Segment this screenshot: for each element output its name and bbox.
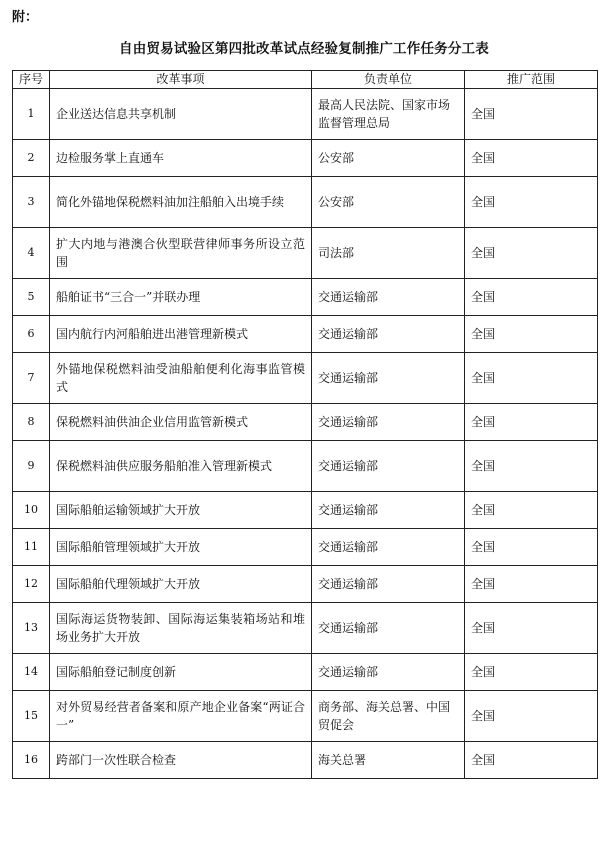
table-row — [13, 566, 598, 603]
reform-item: 保税燃料油供应服务船舶准入管理新模式 — [50, 441, 312, 492]
reform-item: 国际船舶管理领域扩大开放 — [50, 529, 312, 566]
row-number: 11 — [13, 529, 50, 566]
table-row — [13, 654, 598, 691]
column-header-number: 序号 — [13, 71, 50, 89]
promotion-scope: 全国 — [465, 492, 598, 529]
reform-item: 国际船舶运输领域扩大开放 — [50, 492, 312, 529]
reform-item: 国际船舶代理领域扩大开放 — [50, 566, 312, 603]
row-number: 5 — [13, 279, 50, 316]
column-header-responsible-unit: 负责单位 — [312, 71, 465, 89]
responsible-unit: 交通运输部 — [312, 492, 465, 529]
responsible-unit: 交通运输部 — [312, 529, 465, 566]
promotion-scope: 全国 — [465, 529, 598, 566]
table-row — [13, 742, 598, 779]
reform-item: 简化外锚地保税燃料油加注船舶入出境手续 — [50, 177, 312, 228]
promotion-scope: 全国 — [465, 177, 598, 228]
table-row — [13, 279, 598, 316]
promotion-scope: 全国 — [465, 404, 598, 441]
reform-item: 跨部门一次性联合检查 — [50, 742, 312, 779]
table-row — [13, 529, 598, 566]
reform-item: 外锚地保税燃料油受油船舶便利化海事监管模式 — [50, 353, 312, 404]
row-number: 6 — [13, 316, 50, 353]
promotion-scope: 全国 — [465, 140, 598, 177]
responsible-unit: 交通运输部 — [312, 279, 465, 316]
row-number: 9 — [13, 441, 50, 492]
reform-item: 企业送达信息共享机制 — [50, 89, 312, 140]
promotion-scope: 全国 — [465, 89, 598, 140]
responsible-unit: 公安部 — [312, 177, 465, 228]
reform-item: 保税燃料油供油企业信用监管新模式 — [50, 404, 312, 441]
reform-item: 国际船舶登记制度创新 — [50, 654, 312, 691]
promotion-scope: 全国 — [465, 353, 598, 404]
promotion-scope: 全国 — [465, 279, 598, 316]
reform-item: 对外贸易经营者备案和原产地企业备案“两证合一” — [50, 691, 312, 742]
document-title: 自由贸易试验区第四批改革试点经验复制推广工作任务分工表 — [119, 41, 489, 57]
table-row — [13, 691, 598, 742]
row-number: 14 — [13, 654, 50, 691]
row-number: 12 — [13, 566, 50, 603]
responsible-unit: 交通运输部 — [312, 441, 465, 492]
table-header-row — [13, 71, 598, 89]
row-number: 13 — [13, 603, 50, 654]
table-row — [13, 603, 598, 654]
reform-item: 国际海运货物装卸、国际海运集装箱场站和堆场业务扩大开放 — [50, 603, 312, 654]
responsible-unit: 交通运输部 — [312, 404, 465, 441]
promotion-scope: 全国 — [465, 228, 598, 279]
task-table — [12, 70, 598, 779]
table-row — [13, 353, 598, 404]
reform-item: 边检服务掌上直通车 — [50, 140, 312, 177]
table-row — [13, 441, 598, 492]
table-row — [13, 316, 598, 353]
row-number: 8 — [13, 404, 50, 441]
responsible-unit: 最高人民法院、国家市场监督管理总局 — [312, 89, 465, 140]
responsible-unit: 交通运输部 — [312, 654, 465, 691]
responsible-unit: 交通运输部 — [312, 566, 465, 603]
reform-item: 国内航行内河船舶进出港管理新模式 — [50, 316, 312, 353]
row-number: 15 — [13, 691, 50, 742]
responsible-unit: 交通运输部 — [312, 603, 465, 654]
table-row — [13, 177, 598, 228]
promotion-scope: 全国 — [465, 566, 598, 603]
attachment-label: 附： — [12, 10, 39, 25]
row-number: 4 — [13, 228, 50, 279]
row-number: 3 — [13, 177, 50, 228]
table-row — [13, 89, 598, 140]
promotion-scope: 全国 — [465, 654, 598, 691]
row-number: 7 — [13, 353, 50, 404]
table-row — [13, 228, 598, 279]
row-number: 16 — [13, 742, 50, 779]
promotion-scope: 全国 — [465, 441, 598, 492]
row-number: 1 — [13, 89, 50, 140]
table-row — [13, 140, 598, 177]
table-row — [13, 404, 598, 441]
reform-item: 船舶证书“三合一”并联办理 — [50, 279, 312, 316]
promotion-scope: 全国 — [465, 316, 598, 353]
responsible-unit: 司法部 — [312, 228, 465, 279]
promotion-scope: 全国 — [465, 742, 598, 779]
row-number: 2 — [13, 140, 50, 177]
table-row — [13, 492, 598, 529]
responsible-unit: 公安部 — [312, 140, 465, 177]
row-number: 10 — [13, 492, 50, 529]
responsible-unit: 商务部、海关总署、中国贸促会 — [312, 691, 465, 742]
promotion-scope: 全国 — [465, 691, 598, 742]
responsible-unit: 海关总署 — [312, 742, 465, 779]
reform-item: 扩大内地与港澳合伙型联营律师事务所设立范围 — [50, 228, 312, 279]
column-header-scope: 推广范围 — [465, 71, 598, 89]
responsible-unit: 交通运输部 — [312, 353, 465, 404]
column-header-reform-item: 改革事项 — [50, 71, 312, 89]
responsible-unit: 交通运输部 — [312, 316, 465, 353]
promotion-scope: 全国 — [465, 603, 598, 654]
